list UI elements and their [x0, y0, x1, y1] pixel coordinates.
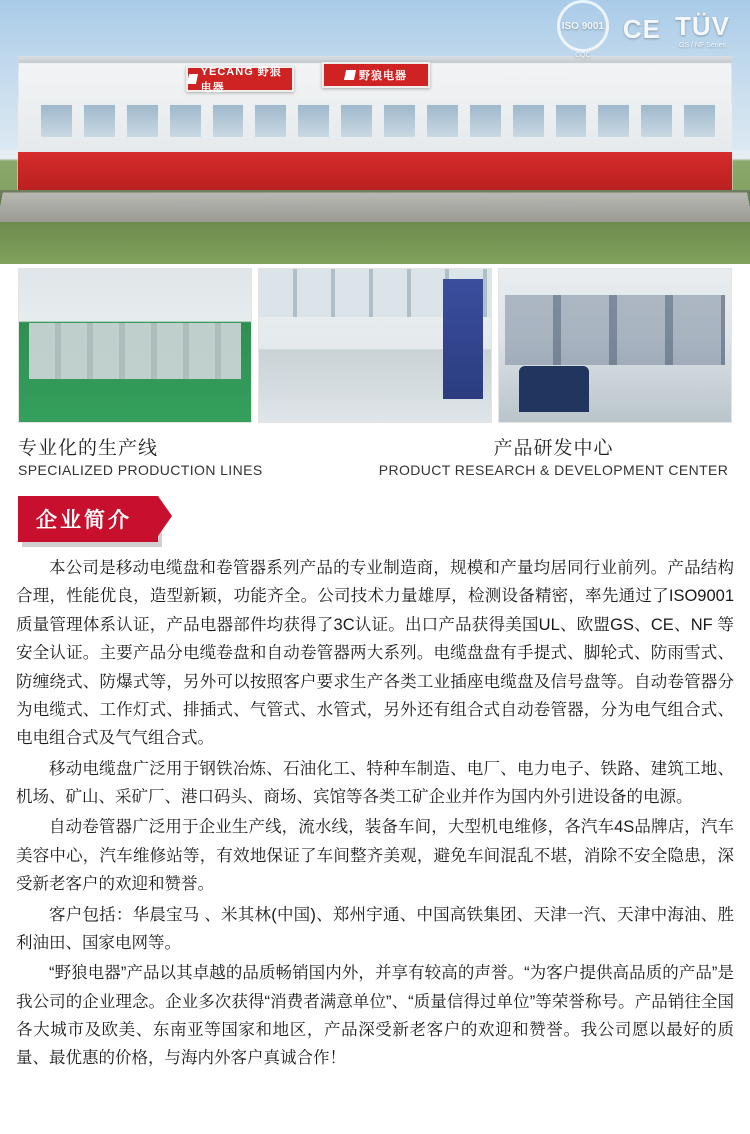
- section-header: [0, 482, 750, 548]
- rd-office-photo: [498, 268, 732, 423]
- production-line-photo: [18, 268, 252, 423]
- brand-mark-icon: [344, 70, 356, 80]
- caption-production-en: SPECIALIZED PRODUCTION LINES: [18, 462, 263, 478]
- iso-9001-label: ISO 9001: [561, 20, 604, 32]
- ce-mark-icon: [623, 14, 661, 45]
- paragraph: 本公司是移动电缆盘和卷管器系列产品的专业制造商，规模和产量均居同行业前列。产品结构合理，性能优良，造型新颖，功能齐全。公司技术力量雄厚，检测设备精密，率先通过了ISO9001质量管理体系认证，产品电器部件均获得了3C认证。出口产品获得美国UL、欧盟GS、CE、NF 等安全认证。主要产品分电缆卷盘和自动卷管器两大系列。电缆盘盘有手提式、脚轮式、防雨雪式、防缠绕式、防爆式等，另外可以按照客户要求生产各类工业插座电缆盘及信号盘等。自动卷管器分为电缆式、工作灯式、排插式、气管式、水管式，另外还有组合式自动卷管器，分为电气组合式、电电组合式及气气组合式。: [16, 559, 734, 748]
- iso-9001-sub: CQC: [575, 52, 591, 59]
- factory-signboard-left: [186, 66, 294, 92]
- factory-road: [0, 192, 750, 221]
- section-tag-company-profile: 企业简介: [18, 496, 158, 542]
- company-profile-text: [0, 548, 750, 1099]
- brand-mark-icon: [187, 74, 198, 84]
- ce-label: CE: [622, 14, 661, 44]
- certification-marks: [557, 0, 730, 59]
- tuv-mark-icon: [675, 11, 730, 49]
- factory-windows: [40, 104, 716, 138]
- caption-rd-en: PRODUCT RESEARCH & DEVELOPMENT CENTER: [378, 462, 729, 478]
- factory-sign-right-label: 野狼电器: [359, 70, 407, 82]
- caption-row: [0, 423, 750, 482]
- factory-sign-left-label: YECANG 野狼电器: [200, 66, 282, 94]
- paragraph: 移动电缆盘广泛用于钢铁冶炼、石油化工、特种车制造、电厂、电力电子、铁路、建筑工地、机场、矿山、采矿厂、港口码头、商场、宾馆等各类工矿企业并作为国内外引进设备的电源。: [16, 759, 734, 806]
- caption-production-cn: 专业化的生产线: [18, 438, 159, 459]
- factory-hero-image: [0, 0, 750, 264]
- paragraph: “野狼电器”产品以其卓越的品质畅销国内外，并享有较高的声誉。“为客户提供高品质的产品”是我公司的企业理念。企业多次获得“消费者满意单位”、“质量信得过单位”等荣誉称号。产品销往全国各大城市及欧美、东南亚等国家和地区，产品深受新老客户的欢迎和赞誉。我公司愿以最好的质量、最优惠的价格，与海内外客户真诚合作！: [16, 964, 734, 1068]
- laboratory-photo: [258, 268, 492, 423]
- factory-red-band: [18, 152, 732, 192]
- facility-thumbnail-row: [0, 264, 750, 423]
- paragraph: 客户包括：华晨宝马 、米其林(中国)、郑州宇通、中国高铁集团、天津一汽、天津中海油、胜利油田、国家电网等。: [16, 905, 734, 952]
- caption-production-lines: [18, 433, 375, 478]
- iso-9001-badge-icon: [557, 0, 609, 59]
- tuv-sub: GS / NF Series: [678, 41, 727, 49]
- factory-signboard-right: [322, 62, 430, 88]
- paragraph: 自动卷管器广泛用于企业生产线，流水线，装备车间，大型机电维修，各汽车4S品牌店，汽车美容中心，汽车维修站等，有效地保证了车间整齐美观，避免车间混乱不堪，消除不安全隐患，深受新老客户的欢迎和赞誉。: [16, 818, 734, 894]
- caption-rd-cn: 产品研发中心: [493, 438, 614, 459]
- tuv-label: TÜV: [675, 10, 730, 41]
- caption-rd-center: [375, 433, 732, 478]
